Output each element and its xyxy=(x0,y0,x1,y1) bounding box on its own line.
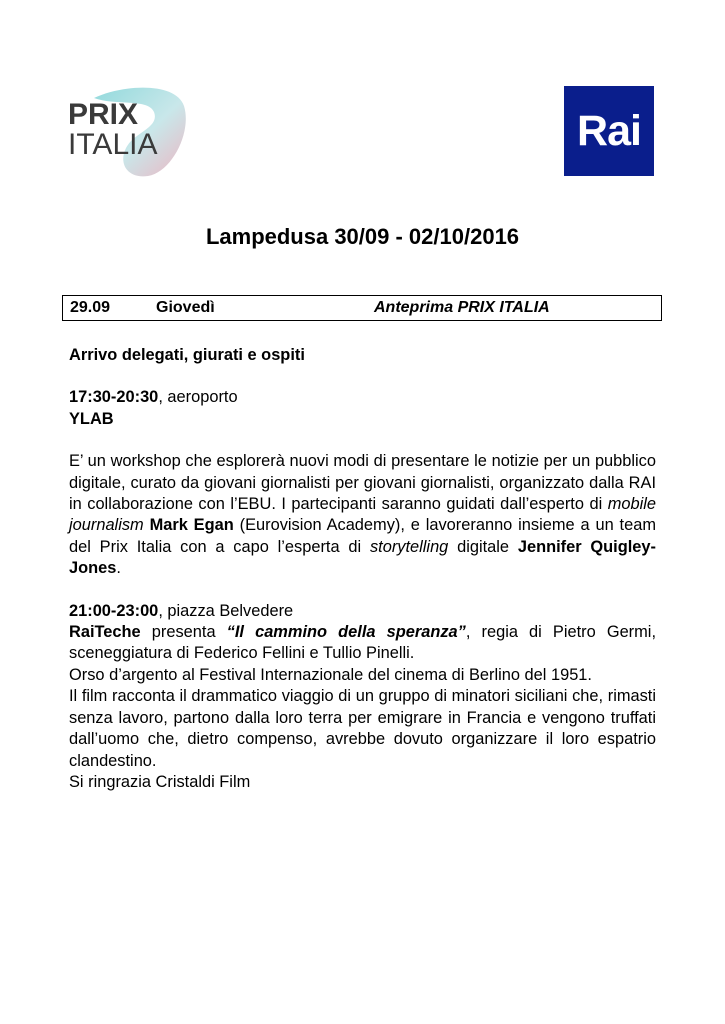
italia-text: ITALIA xyxy=(68,128,158,161)
arrivals-heading: Arrivo delegati, giurati e ospiti xyxy=(69,346,305,364)
page-title: Lampedusa 30/09 - 02/10/2016 xyxy=(205,224,520,249)
raiteche-place: , piazza Belvedere xyxy=(158,601,294,620)
rai-logo-text: Rai xyxy=(577,106,641,155)
program-content xyxy=(69,345,656,793)
day-event: Anteprima PRIX ITALIA xyxy=(374,299,550,316)
prix-text: PRIX xyxy=(68,98,139,131)
ylab-place: , aeroporto xyxy=(158,388,238,407)
ylab-description: E’ un workshop che esplorerà nuovi modi di presentare le notizie per un pubblico digitale, curato da giovani giornalisti per giovani giornalisti, organizzato dalla RAI in collaborazione con l’EBU. I partecipanti saranno guidati dall’esperto di mobile journalism Mark Egan (Eurovision Academy), e lavoreranno insieme a un team del Prix Italia con a capo l’esperta di storytelling digitale Jennifer Quigley-Jones. xyxy=(69,452,656,578)
ylab-time: 17:30-20:30 xyxy=(69,388,159,407)
raiteche-time-line xyxy=(69,601,656,622)
raiteche-award: Orso d’argento al Festival Internazionale del cinema di Berlino del 1951. xyxy=(69,665,592,684)
prix-italia-logo xyxy=(64,84,190,180)
day-header-box xyxy=(62,295,662,321)
day-weekday: Giovedì xyxy=(156,299,215,316)
day-date: 29.09 xyxy=(70,299,111,316)
raiteche-thanks: Si ringrazia Cristaldi Film xyxy=(69,772,251,791)
raiteche-presentation: RaiTeche presenta “Il cammino della speranza”, regia di Pietro Germi, sceneggiatura di Federico Fellini e Tullio Pinelli. xyxy=(69,623,656,663)
prix-italia-swoosh-icon xyxy=(64,84,190,180)
ylab-name: YLAB xyxy=(69,409,114,428)
ylab-time-line xyxy=(69,387,656,408)
rai-logo xyxy=(564,86,654,176)
raiteche-time: 21:00-23:00 xyxy=(69,601,159,620)
raiteche-synopsis: Il film racconta il drammatico viaggio di un gruppo di minatori siciliani che, rimasti senza lavoro, partono dalla loro terra per emigrare in Francia e vengono truffati dall’uomo che, dietro compenso, avrebbe dovuto organizzare il loro espatrio clandestino. xyxy=(69,687,656,770)
